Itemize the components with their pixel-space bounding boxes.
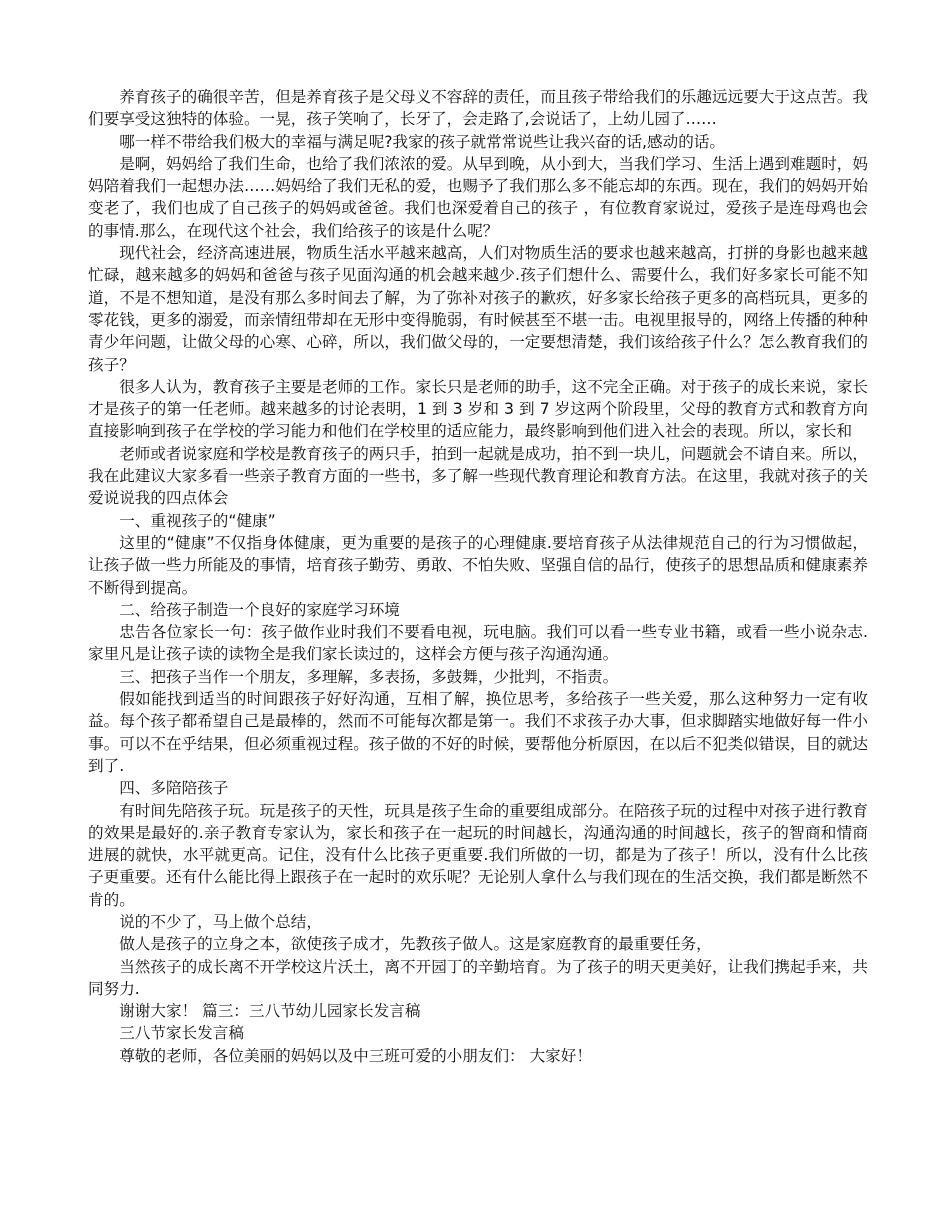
paragraph-3: 是啊，妈妈给了我们生命，也给了我们浓浓的爱。从早到晚，从小到大，当我们学习、生活上遇到难题时，妈妈陪着我们一起想办法……妈妈给了我们无私的爱，也赐予了我们那么多不能忘却的东西。现在，我们的妈妈开始变老了，我们也成了自己孩子的妈妈或爸爸。我们也深爱着自己的孩子 ，有位教育家说过，爱孩子是连母鸡也会的事情.那么，在现代这个社会，我们给孩子的该是什么呢？ [88, 154, 868, 240]
section-heading-2: 二、给孩子制造一个良好的家庭学习环境 [119, 600, 400, 619]
paragraph-11: 说的不少了，马上做个总结， [119, 912, 322, 931]
paragraph-7: 这里的“健康”不仅指身体健康，更为重要的是孩子的心理健康.要培育孩子从法律规范自己的行为习惯做起，让孩子做一些力所能及的事情，培育孩子勤劳、勇敢、不怕失败、坚强自信的品行，使孩子的思想品质和健康素养不断得到提高。 [88, 533, 868, 597]
paragraph-4: 现代社会，经济高速进展，物质生活水平越来越高，人们对物质生活的要求也越来越高，打拼的身影也越来越忙碌，越来越多的妈妈和爸爸与孩子见面沟通的机会越来越少.孩子们想什么、需要什么，我们好多家长可能不知道，不是不想知道，是没有那么多时间去了解，为了弥补对孩子的歉疚，好多家长给孩子更多的高档玩具，更多的零花钱，更多的溺爱，而亲情纽带却在无形中变得脆弱，有时候甚至不堪一击。电视里报导的，网络上传播的种种青少年问题，让做父母的心寒、心碎，所以，我们做父母的，一定要想清楚，我们该给孩子什么？怎么教育我们的孩子？ [88, 244, 868, 374]
section-heading-1: 一、重视孩子的“健康” [119, 511, 276, 530]
paragraph-9: 假如能找到适当的时间跟孩子好好沟通，互相了解，换位思考，多给孩子一些关爱，那么这种努力一定有收益。每个孩子都希望自己是最棒的，然而不可能每次都是第一。我们不求孩子办大事，但求脚踏实地做好每一件小事。可以不在乎结果，但必须重视过程。孩子做的不好的时候，要帮他分析原因，在以后不犯类似错误，目的就达到了. [88, 690, 868, 775]
paragraph-13: 当然孩子的成长离不开学校这片沃土，离不开园丁的辛勤培育。为了孩子的明天更美好，让我们携起手来，共同努力. [88, 957, 868, 998]
document-page [88, 86, 868, 1067]
section-heading-3: 三、把孩子当作一个朋友，多理解，多表扬，多鼓舞，少批判，不指责。 [119, 667, 619, 686]
paragraph-10: 有时间先陪孩子玩。玩是孩子的天性，玩具是孩子生命的重要组成部分。在陪孩子玩的过程中对孩子进行教育的效果是最好的.亲子教育专家认为，家长和孩子在一起玩的时间越长，沟通沟通的时间越长，孩子的智商和情商进展的就快，水平就更高。记住，没有什么比孩子更重要.我们所做的一切，都是为了孩子！所以，没有什么比孩子更重要。还有什么能比得上跟孩子在一起时的欢乐呢？无论别人拿什么与我们现在的生活交换，我们都是断然不肯的。 [88, 801, 868, 909]
paragraph-5: 很多人认为，教育孩子主要是老师的工作。家长只是老师的助手，这不完全正确。对于孩子的成长来说，家长才是孩子的第一任老师。越来越多的讨论表明，1 到 3 岁和 3 到 7 岁这两个阶段里，父母的教育方式和教育方向直接影响到孩子在学校的学习能力和他们在学校里的适应能力，最终影响到他们进入社会的表现。所以，家长和 [88, 377, 868, 441]
paragraph-8: 忠告各位家长一句：孩子做作业时我们不要看电视，玩电脑。我们可以看一些专业书籍，或看一些小说杂志.家里凡是让孩子读的读物全是我们家长读过的，这样会方便与孩子沟通沟通。 [88, 623, 868, 664]
paragraph-6: 老师或者说家庭和学校是教育孩子的两只手，拍到一起就是成功，拍不到一块儿，问题就会不请自来。所以，我在此建议大家多看一些亲子教育方面的一些书，多了解一些现代教育理论和教育方法。在这里，我就对孩子的关爱说说我的四点体会 [88, 444, 868, 508]
paragraph-15: 三八节家长发言稿 [119, 1024, 244, 1043]
section-heading-4: 四、多陪陪孩子 [119, 779, 229, 798]
paragraph-12: 做人是孩子的立身之本，欲使孩子成才，先教孩子做人。这是家庭教育的最重要任务， [119, 935, 712, 954]
paragraph-16: 尊敬的老师，各位美丽的妈妈以及中三班可爱的小朋友们： 大家好！ [119, 1046, 592, 1065]
paragraph-1: 养育孩子的确很辛苦，但是养育孩子是父母义不容辞的责任，而且孩子带给我们的乐趣远远要大于这点苦。我们要享受这独特的体验。一晃，孩子笑响了，长牙了，会走路了,会说话了，上幼儿园了…… [88, 88, 868, 129]
paragraph-2: 哪一样不带给我们极大的幸福与满足呢?我家的孩子就常常说些让我兴奋的话,感动的话。 [119, 132, 725, 151]
paragraph-14: 谢谢大家！ 篇三：三八节幼儿园家长发言稿 [119, 1002, 421, 1021]
